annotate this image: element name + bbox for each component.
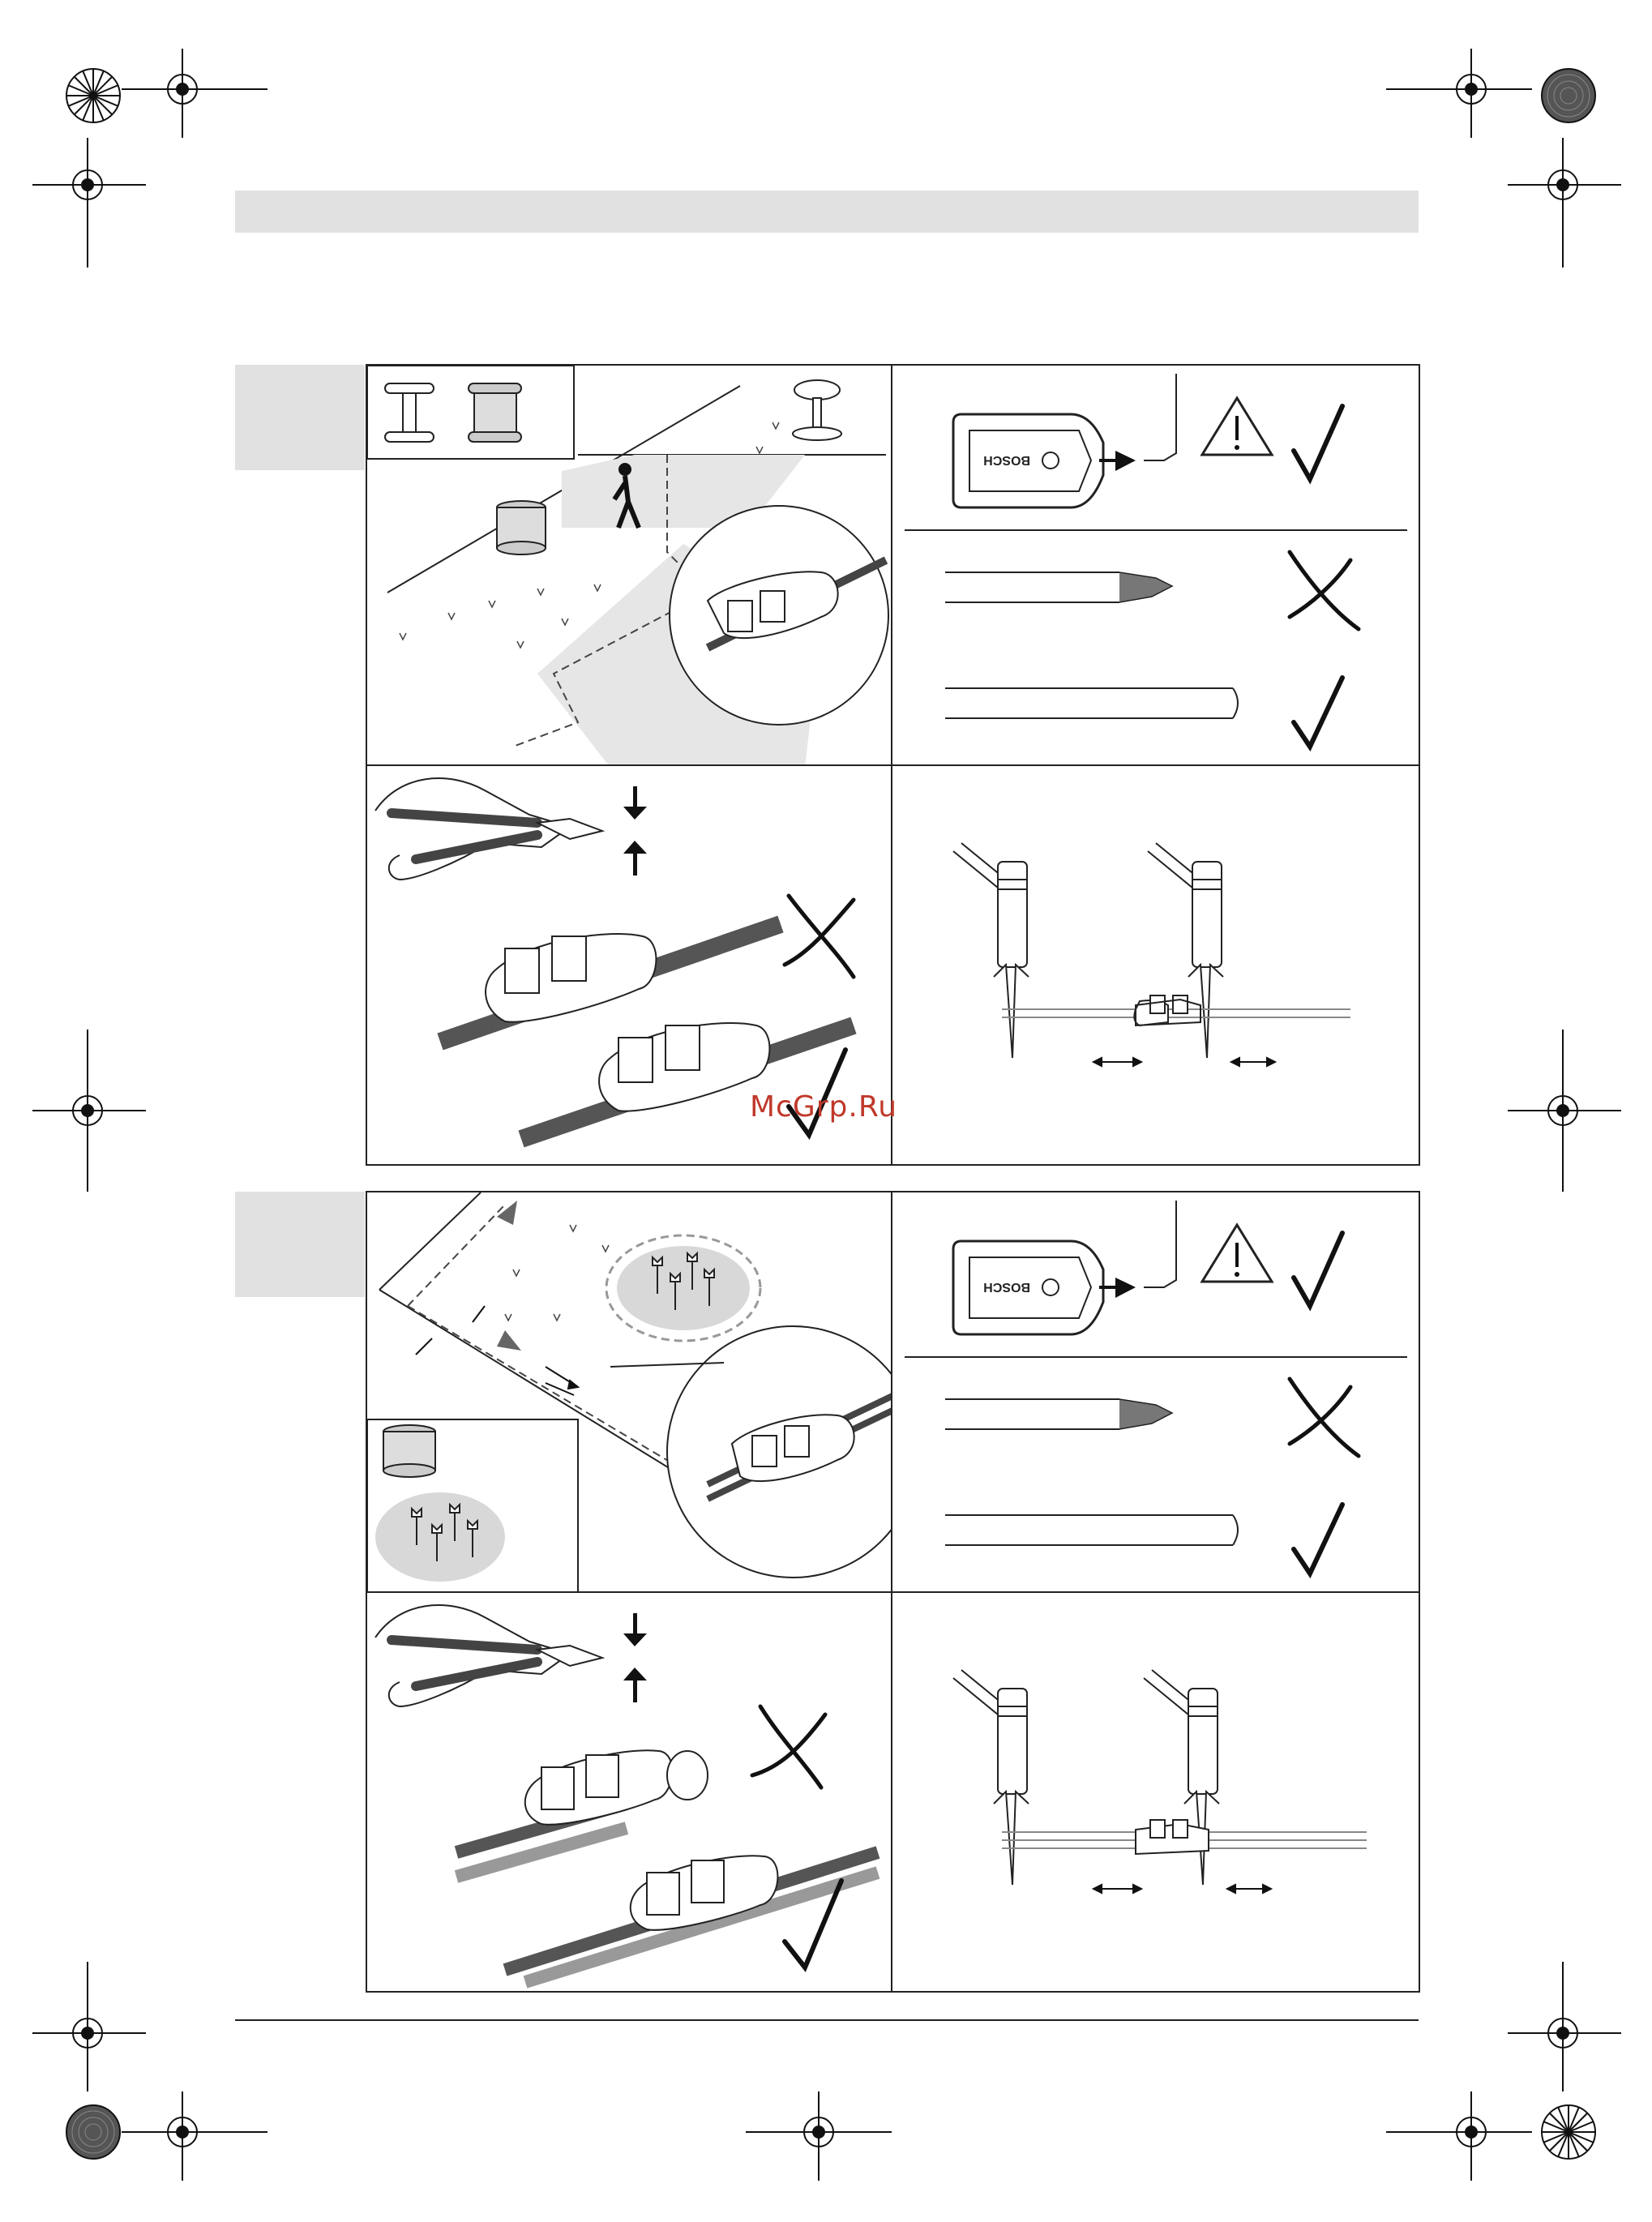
pliers-icon (375, 778, 602, 880)
wire-spool-icon (383, 1425, 435, 1477)
peg-icon (1148, 843, 1223, 1058)
panel-peg-spacing-double (891, 1591, 1420, 1993)
registration-mark-icon (746, 2091, 892, 2181)
warning-triangle-icon (1202, 398, 1272, 455)
registration-mark-icon (122, 49, 267, 138)
registration-mark-icon (32, 1962, 146, 2091)
peg-icon (953, 1670, 1029, 1885)
registration-mark-icon (1524, 65, 1613, 154)
cross-mark-icon (1290, 552, 1359, 629)
wire-spool-icon (497, 501, 546, 554)
registration-mark-icon (1524, 2091, 1613, 2181)
registration-mark-icon (1386, 2091, 1532, 2181)
wire-spool-icon (469, 383, 521, 442)
watermark: McGrp.Ru (750, 1090, 898, 1124)
section-tab-1 (235, 365, 365, 470)
pliers-icon (375, 1605, 602, 1706)
panel-peg-spacing (891, 764, 1420, 1166)
registration-mark-icon (1508, 138, 1621, 268)
cross-mark-icon (785, 896, 854, 977)
check-mark-icon (1294, 1233, 1342, 1306)
footer-rule (235, 2019, 1419, 2021)
registration-mark-icon (122, 2091, 267, 2181)
registration-mark-icon (1386, 49, 1532, 138)
check-mark-icon (1294, 1505, 1342, 1573)
header-bar (235, 191, 1419, 233)
panel-garden-layout-double (366, 1191, 892, 1593)
registration-mark-icon (1508, 1030, 1621, 1192)
panel-connection-check-2 (891, 1191, 1420, 1593)
docking-station-icon (953, 1241, 1103, 1334)
panel-connection-check (891, 364, 1420, 766)
panel-crimping-double (366, 1591, 892, 1993)
table-icon (793, 380, 841, 440)
check-mark-icon (1294, 406, 1342, 479)
check-mark-icon (1294, 678, 1342, 747)
device-brand-label: BOSCH (983, 1280, 1030, 1294)
peg-icon (953, 843, 1029, 1058)
cross-mark-icon (1290, 1379, 1359, 1456)
registration-mark-icon (49, 2091, 138, 2181)
registration-mark-icon (32, 138, 146, 268)
docking-station-icon (953, 414, 1103, 507)
panel-garden-layout (366, 364, 892, 766)
section-tab-2 (235, 1192, 365, 1297)
registration-mark-icon (1508, 1962, 1621, 2091)
registration-mark-icon (32, 1030, 146, 1192)
device-brand-label: BOSCH (983, 453, 1030, 467)
warning-triangle-icon (1202, 1225, 1272, 1282)
registration-mark-icon (49, 65, 138, 154)
cross-mark-icon (752, 1706, 825, 1787)
